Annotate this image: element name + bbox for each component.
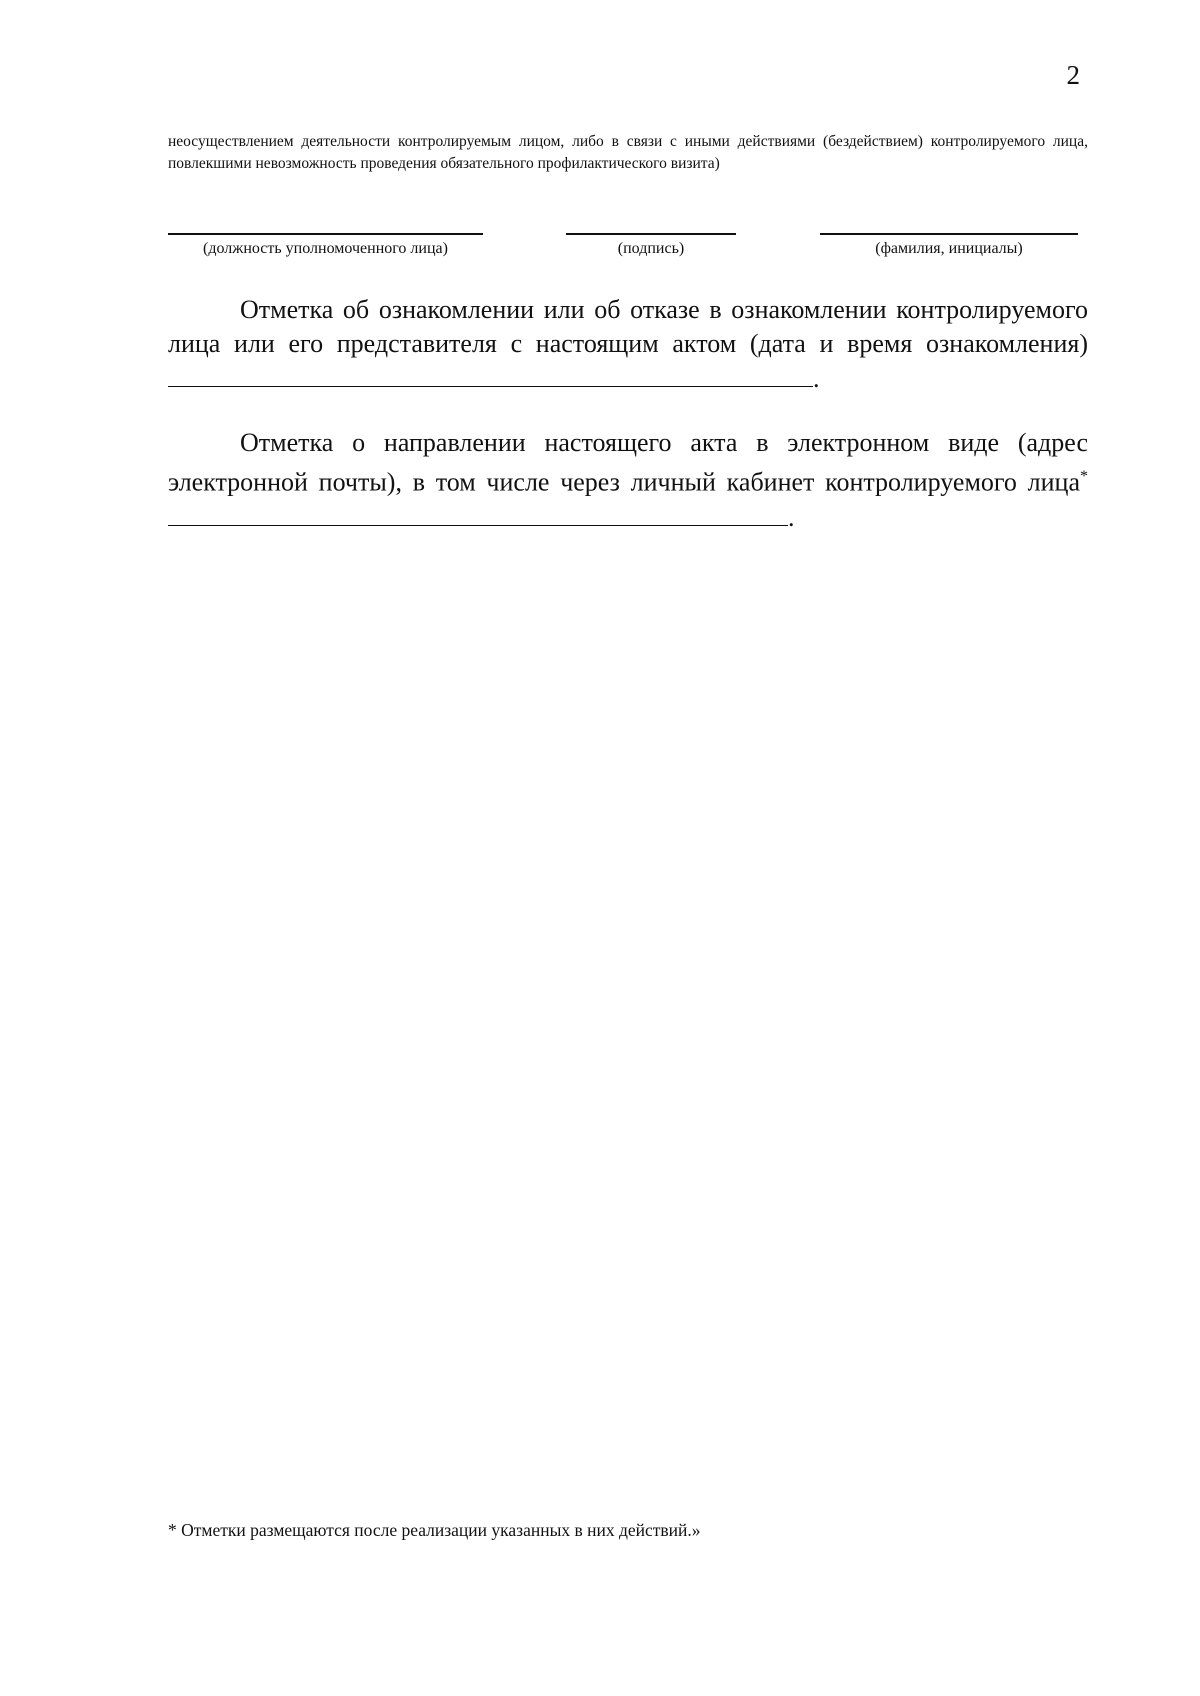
electronic-address-field[interactable] [168, 500, 788, 526]
name-signature-line[interactable] [820, 233, 1078, 235]
signature-line[interactable] [566, 233, 736, 235]
acknowledgement-paragraph [168, 293, 1088, 396]
footnote-mark: * [168, 1520, 177, 1540]
electronic-end: . [788, 502, 795, 532]
electronic-paragraph [168, 426, 1088, 535]
acknowledgement-date-field[interactable] [168, 361, 813, 387]
footnote-text: Отметки размещаются после реализации указанных в них действий.» [181, 1520, 701, 1540]
acknowledgement-text: Отметка об ознакомлении или об отказе в ознакомлении контролируемого лица или его представителя с настоящим актом (дата и время ознакомления) [168, 295, 1088, 358]
electronic-footnote-mark: * [1080, 468, 1088, 485]
name-label: (фамилия, инициалы) [875, 240, 1023, 257]
footnote [168, 1520, 701, 1541]
page-number: 2 [1066, 60, 1080, 90]
position-signature-line[interactable] [168, 233, 483, 235]
signature-label: (подпись) [617, 240, 685, 257]
electronic-text: Отметка о направлении настоящего акта в электронном виде (адрес электронной почты), в том числе через личный кабинет контролируемого лица [168, 428, 1088, 497]
acknowledgement-end: . [813, 364, 820, 393]
position-label: (должность уполномоченного лица) [203, 240, 448, 257]
intro-text: неосуществлением деятельности контролируемым лицом, либо в связи с иными действиями (бездействием) контролируемого лица, повлекшими невозможность проведения обязательного профилактического визита) [168, 133, 1088, 172]
